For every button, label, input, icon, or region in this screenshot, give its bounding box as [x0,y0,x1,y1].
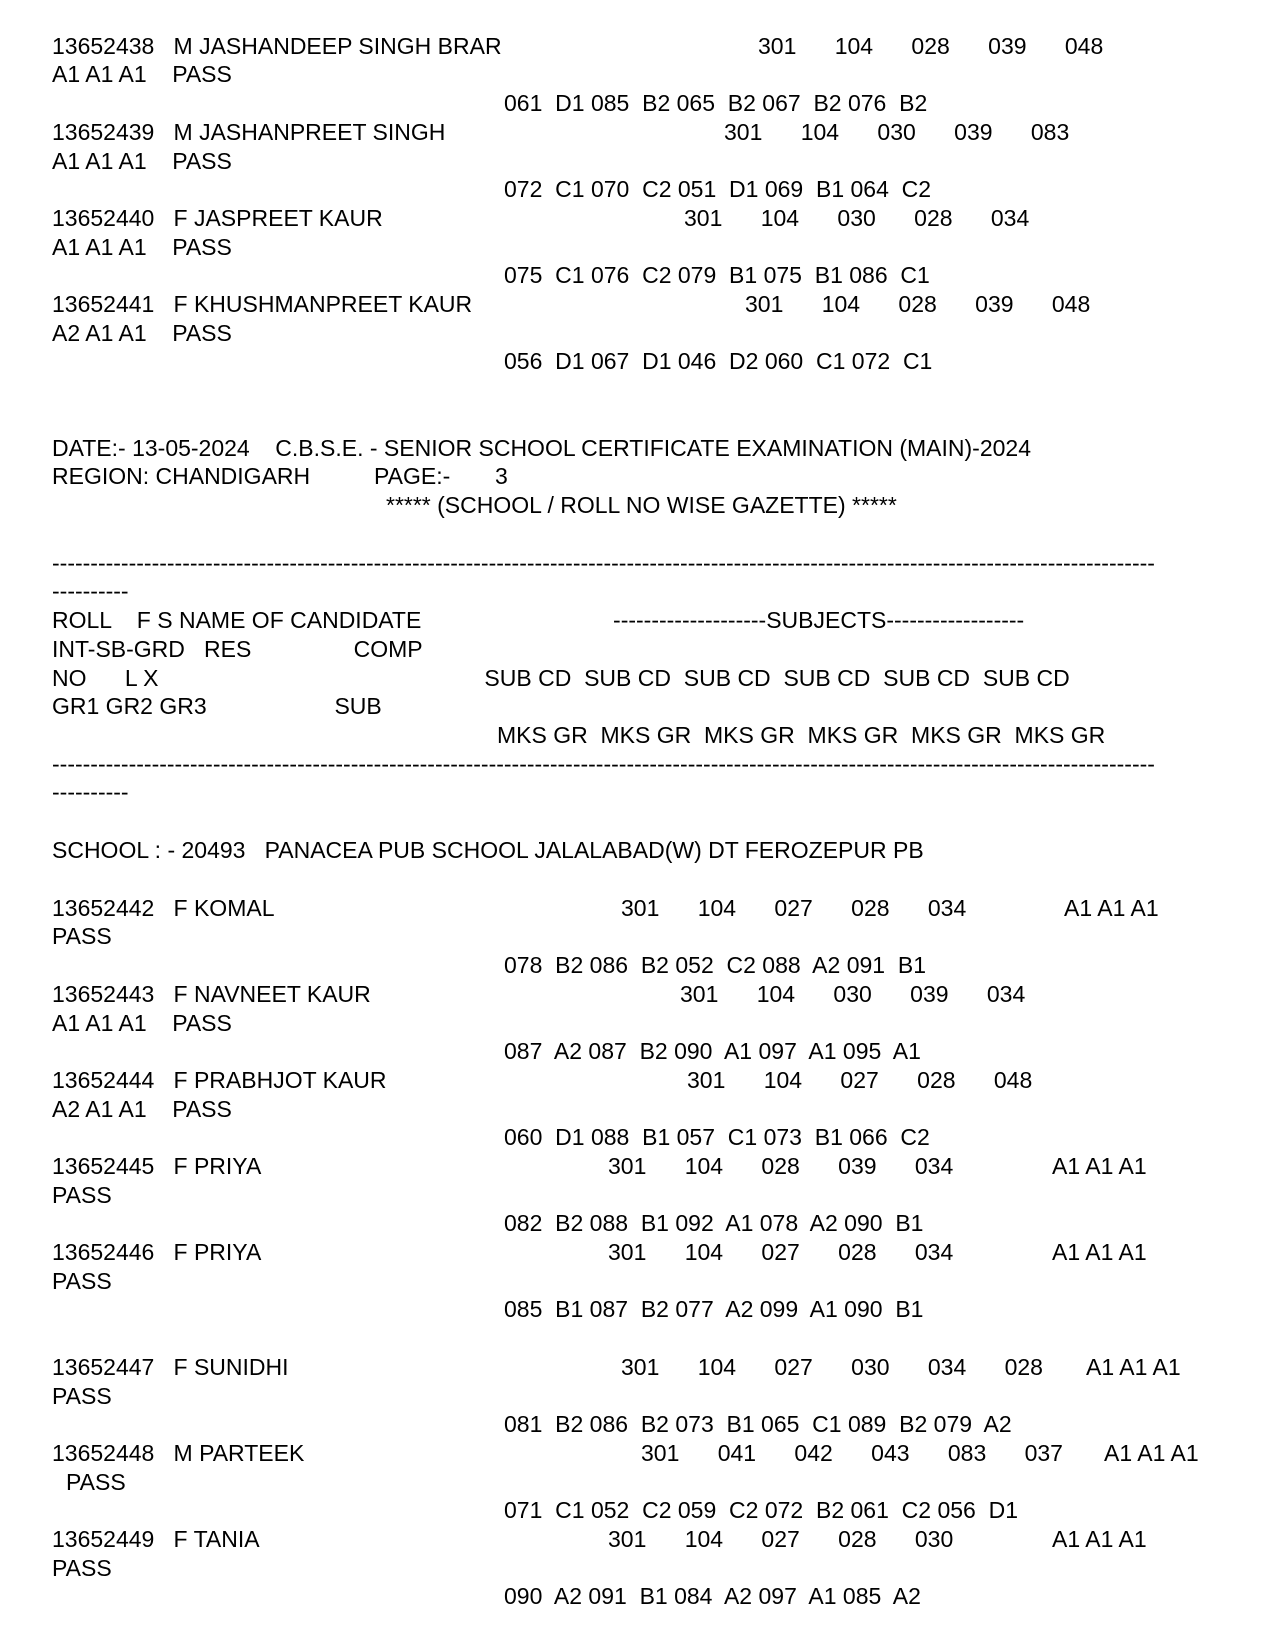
int-sb-grade: A1 A1 A1 [52,148,147,174]
marks-line: 085 B1 087 B2 077 A2 099 A1 090 B1 [504,1296,924,1322]
candidate-name: TANIA [193,1526,260,1552]
int-sb-grade: A2 A1 A1 [52,320,147,346]
roll-no: 13652449 [52,1526,155,1552]
column-header-row: NO L X SUB CD SUB CD SUB CD SUB CD SUB CD SUB CD [52,665,1070,691]
int-sb-grade: A1 A1 A1 [1052,1153,1147,1179]
int-sb-grade: A1 A1 A1 [1064,895,1159,921]
date-title-line: DATE:- 13-05-2024 C.B.S.E. - SENIOR SCHOOL CERTIFICATE EXAMINATION (MAIN)-2024 [52,435,1031,461]
int-sb-grade: A2 A1 A1 [52,1096,147,1122]
record-line [52,1238,1147,1266]
separator-wrap: ---------- [52,779,129,805]
roll-no: 13652443 [52,981,155,1007]
int-sb-grade: A1 A1 A1 [52,61,147,87]
separator-line: ------------------------------------------------------------------------------------------------------------------------------------------------ [52,550,1155,576]
int-sb-grade: A1 A1 A1 [52,1010,147,1036]
subject-codes: 301 104 028 039 048 [745,291,1091,317]
roll-no: 13652447 [52,1354,155,1380]
candidate-name: PARTEEK [199,1440,305,1466]
separator-wrap: ---------- [52,578,129,604]
subject-codes: 301 104 030 039 034 [680,981,1026,1007]
subject-codes: 301 104 028 039 034 [608,1153,954,1179]
record-line [52,980,1026,1008]
result: PASS [172,320,232,346]
subject-codes: 301 104 030 028 034 [684,205,1030,231]
sex: M [173,1440,193,1466]
subject-codes: 301 104 030 039 083 [724,119,1070,145]
roll-no: 13652438 [52,33,155,59]
candidate-name: PRIYA [193,1239,262,1265]
result-line [52,1009,232,1037]
result: PASS [172,148,232,174]
school-line: SCHOOL : - 20493 PANACEA PUB SCHOOL JALALABAD(W) DT FEROZEPUR PB [52,837,924,863]
candidate-name: JASPREET KAUR [193,205,383,231]
marks-line: 087 A2 087 B2 090 A1 097 A1 095 A1 [504,1038,921,1064]
column-header-row: GR1 GR2 GR3 SUB [52,693,382,719]
sex: F [173,1153,188,1179]
subject-codes: 301 104 027 028 048 [687,1067,1033,1093]
marks-line: 082 B2 088 B1 092 A1 078 A2 090 B1 [504,1210,924,1236]
record-line [52,1525,1147,1553]
marks-line: 075 C1 076 C2 079 B1 075 B1 086 C1 [504,262,930,288]
sex: F [173,205,188,231]
marks-line: 081 B2 086 B2 073 B1 065 C1 089 B2 079 A2 [504,1411,1012,1437]
subject-codes: 301 041 042 043 083 037 [641,1440,1063,1466]
marks-line: 060 D1 088 B1 057 C1 073 B1 066 C2 [504,1124,930,1150]
roll-no: 13652446 [52,1239,155,1265]
subject-codes: 301 104 027 028 034 [621,895,967,921]
result-line [52,60,232,88]
roll-no: 13652440 [52,205,155,231]
record-line [52,1353,1181,1381]
subject-codes: 301 104 027 028 030 [608,1526,954,1552]
candidate-name: SUNIDHI [193,1354,289,1380]
column-header-row: MKS GR MKS GR MKS GR MKS GR MKS GR MKS GR [497,722,1106,748]
candidate-name: PRABHJOT KAUR [193,1067,387,1093]
roll-no: 13652444 [52,1067,155,1093]
sex: F [173,1354,188,1380]
candidate-name: JASHANPREET SINGH [199,119,446,145]
separator-line: ------------------------------------------------------------------------------------------------------------------------------------------------ [52,751,1155,777]
int-sb-grade: A1 A1 A1 [1052,1239,1147,1265]
record-line [52,290,1091,318]
result-line [52,147,232,175]
candidate-name: PRIYA [193,1153,262,1179]
roll-no: 13652439 [52,119,155,145]
result-line [52,233,232,261]
candidate-name: KHUSHMANPREET KAUR [193,291,473,317]
sex: F [173,981,188,1007]
result: PASS [52,923,112,949]
result: PASS [52,1268,112,1294]
result: PASS [52,1383,112,1409]
marks-line: 071 C1 052 C2 059 C2 072 B2 061 C2 056 D1 [504,1497,1019,1523]
candidate-name: KOMAL [193,895,275,921]
result: PASS [52,1555,112,1581]
sex: F [173,1067,188,1093]
result: PASS [52,1182,112,1208]
int-sb-grade: A1 A1 A1 [1086,1354,1181,1380]
marks-line: 072 C1 070 C2 051 D1 069 B1 064 C2 [504,176,932,202]
record-line [52,1066,1033,1094]
sex: M [173,119,193,145]
result: PASS [172,61,232,87]
column-header-row: ROLL F S NAME OF CANDIDATE --------------------SUBJECTS------------------ [52,607,1025,633]
int-sb-grade: A1 A1 A1 [1104,1440,1199,1466]
subject-codes: 301 104 028 039 048 [758,33,1104,59]
result: PASS [66,1469,126,1495]
region-page-line: REGION: CHANDIGARH PAGE:- 3 [52,463,508,489]
result-line [52,1095,232,1123]
marks-line: 056 D1 067 D1 046 D2 060 C1 072 C1 [504,348,933,374]
marks-line: 061 D1 085 B2 065 B2 067 B2 076 B2 [504,90,928,116]
sex: F [173,291,188,317]
result-line [52,319,232,347]
int-sb-grade: A1 A1 A1 [52,234,147,260]
record-line [52,204,1030,232]
result: PASS [172,1096,232,1122]
int-sb-grade: A1 A1 A1 [1052,1526,1147,1552]
subject-codes: 301 104 027 028 034 [608,1239,954,1265]
roll-no: 13652442 [52,895,155,921]
record-line [52,32,1104,60]
record-line [52,118,1070,146]
sex: F [173,1239,188,1265]
roll-no: 13652441 [52,291,155,317]
candidate-name: JASHANDEEP SINGH BRAR [199,33,502,59]
roll-no: 13652445 [52,1153,155,1179]
record-line [52,1152,1147,1180]
sex: F [173,1526,188,1552]
result: PASS [172,234,232,260]
column-header-row: INT-SB-GRD RES COMP [52,636,423,662]
candidate-name: NAVNEET KAUR [193,981,371,1007]
subject-codes: 301 104 027 030 034 028 [621,1354,1043,1380]
gazette-title: ***** (SCHOOL / ROLL NO WISE GAZETTE) ***** [386,492,897,518]
marks-line: 078 B2 086 B2 052 C2 088 A2 091 B1 [504,952,926,978]
record-line [52,1439,1199,1467]
roll-no: 13652448 [52,1440,155,1466]
result: PASS [172,1010,232,1036]
marks-line: 090 A2 091 B1 084 A2 097 A1 085 A2 [504,1583,921,1609]
sex: F [173,895,188,921]
sex: M [173,33,193,59]
record-line [52,894,1159,922]
